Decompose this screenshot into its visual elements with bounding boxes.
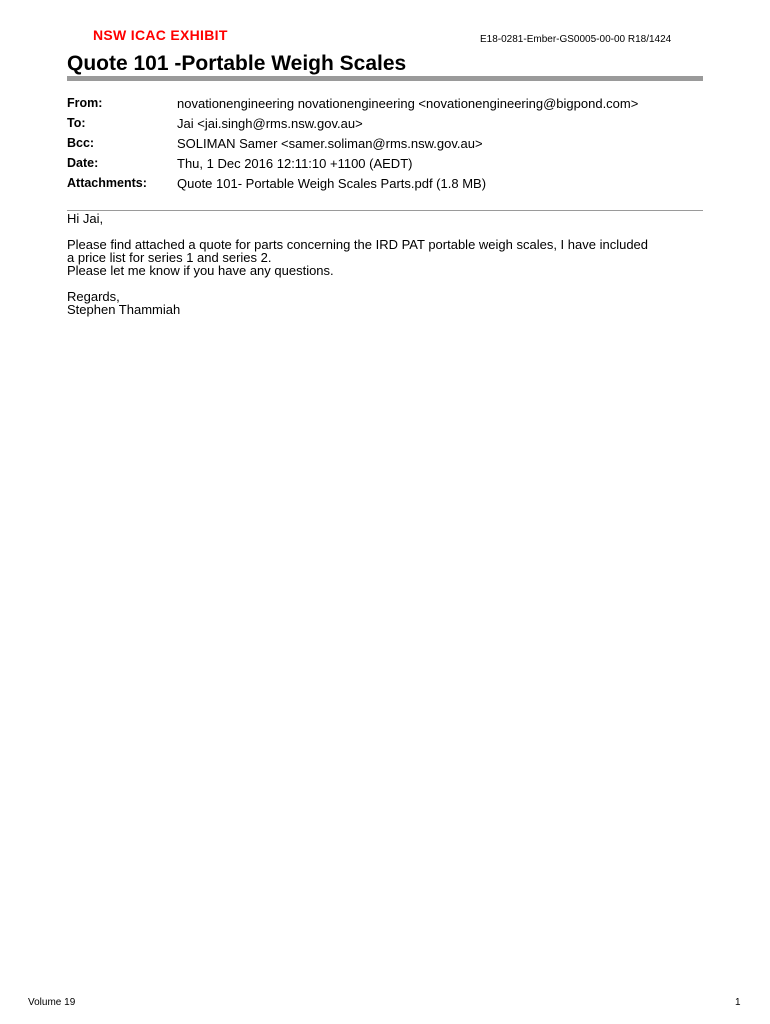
header-label-from: From:: [67, 96, 103, 110]
email-subject-title: Quote 101 -Portable Weigh Scales: [67, 52, 407, 75]
header-row-date: [67, 156, 638, 176]
header-label-bcc: Bcc:: [67, 136, 95, 150]
header-row-from: [67, 96, 638, 116]
body-paragraph-line-1: Please find attached a quote for parts concerning the IRD PAT portable weigh scales, I have included: [67, 237, 649, 252]
header-row-bcc: [67, 136, 638, 156]
body-paragraph-line-3: Please let me know if you have any questions.: [67, 263, 334, 278]
footer-volume: Volume 19: [28, 997, 76, 1008]
footer-page-number: 1: [735, 997, 741, 1008]
body-greeting: Hi Jai,: [67, 211, 104, 226]
header-value-attachments: Quote 101- Portable Weigh Scales Parts.pdf (1.8 MB): [177, 176, 487, 191]
title-divider: [67, 76, 703, 81]
header-label-to: To:: [67, 116, 86, 130]
header-value-bcc: SOLIMAN Samer <samer.soliman@rms.nsw.gov.au>: [177, 136, 483, 151]
email-body: [67, 211, 707, 316]
exhibit-tag: NSW ICAC EXHIBIT: [93, 27, 228, 43]
document-reference: E18-0281-Ember-GS0005-00-00 R18/1424: [480, 34, 672, 45]
header-row-attachments: [67, 176, 638, 196]
header-label-attachments: Attachments:: [67, 176, 147, 190]
header-value-from: novationengineering novationengineering <novationengineering@bigpond.com>: [177, 96, 639, 111]
header-label-date: Date:: [67, 156, 99, 170]
header-row-to: [67, 116, 638, 136]
header-value-to: Jai <jai.singh@rms.nsw.gov.au>: [177, 116, 363, 131]
body-closing: Regards,: [67, 289, 120, 304]
body-paragraph-line-2: a price list for series 1 and series 2.: [67, 250, 272, 265]
email-header-table: [67, 96, 638, 196]
header-value-date: Thu, 1 Dec 2016 12:11:10 +1100 (AEDT): [177, 156, 413, 171]
body-signature: Stephen Thammiah: [67, 302, 181, 317]
